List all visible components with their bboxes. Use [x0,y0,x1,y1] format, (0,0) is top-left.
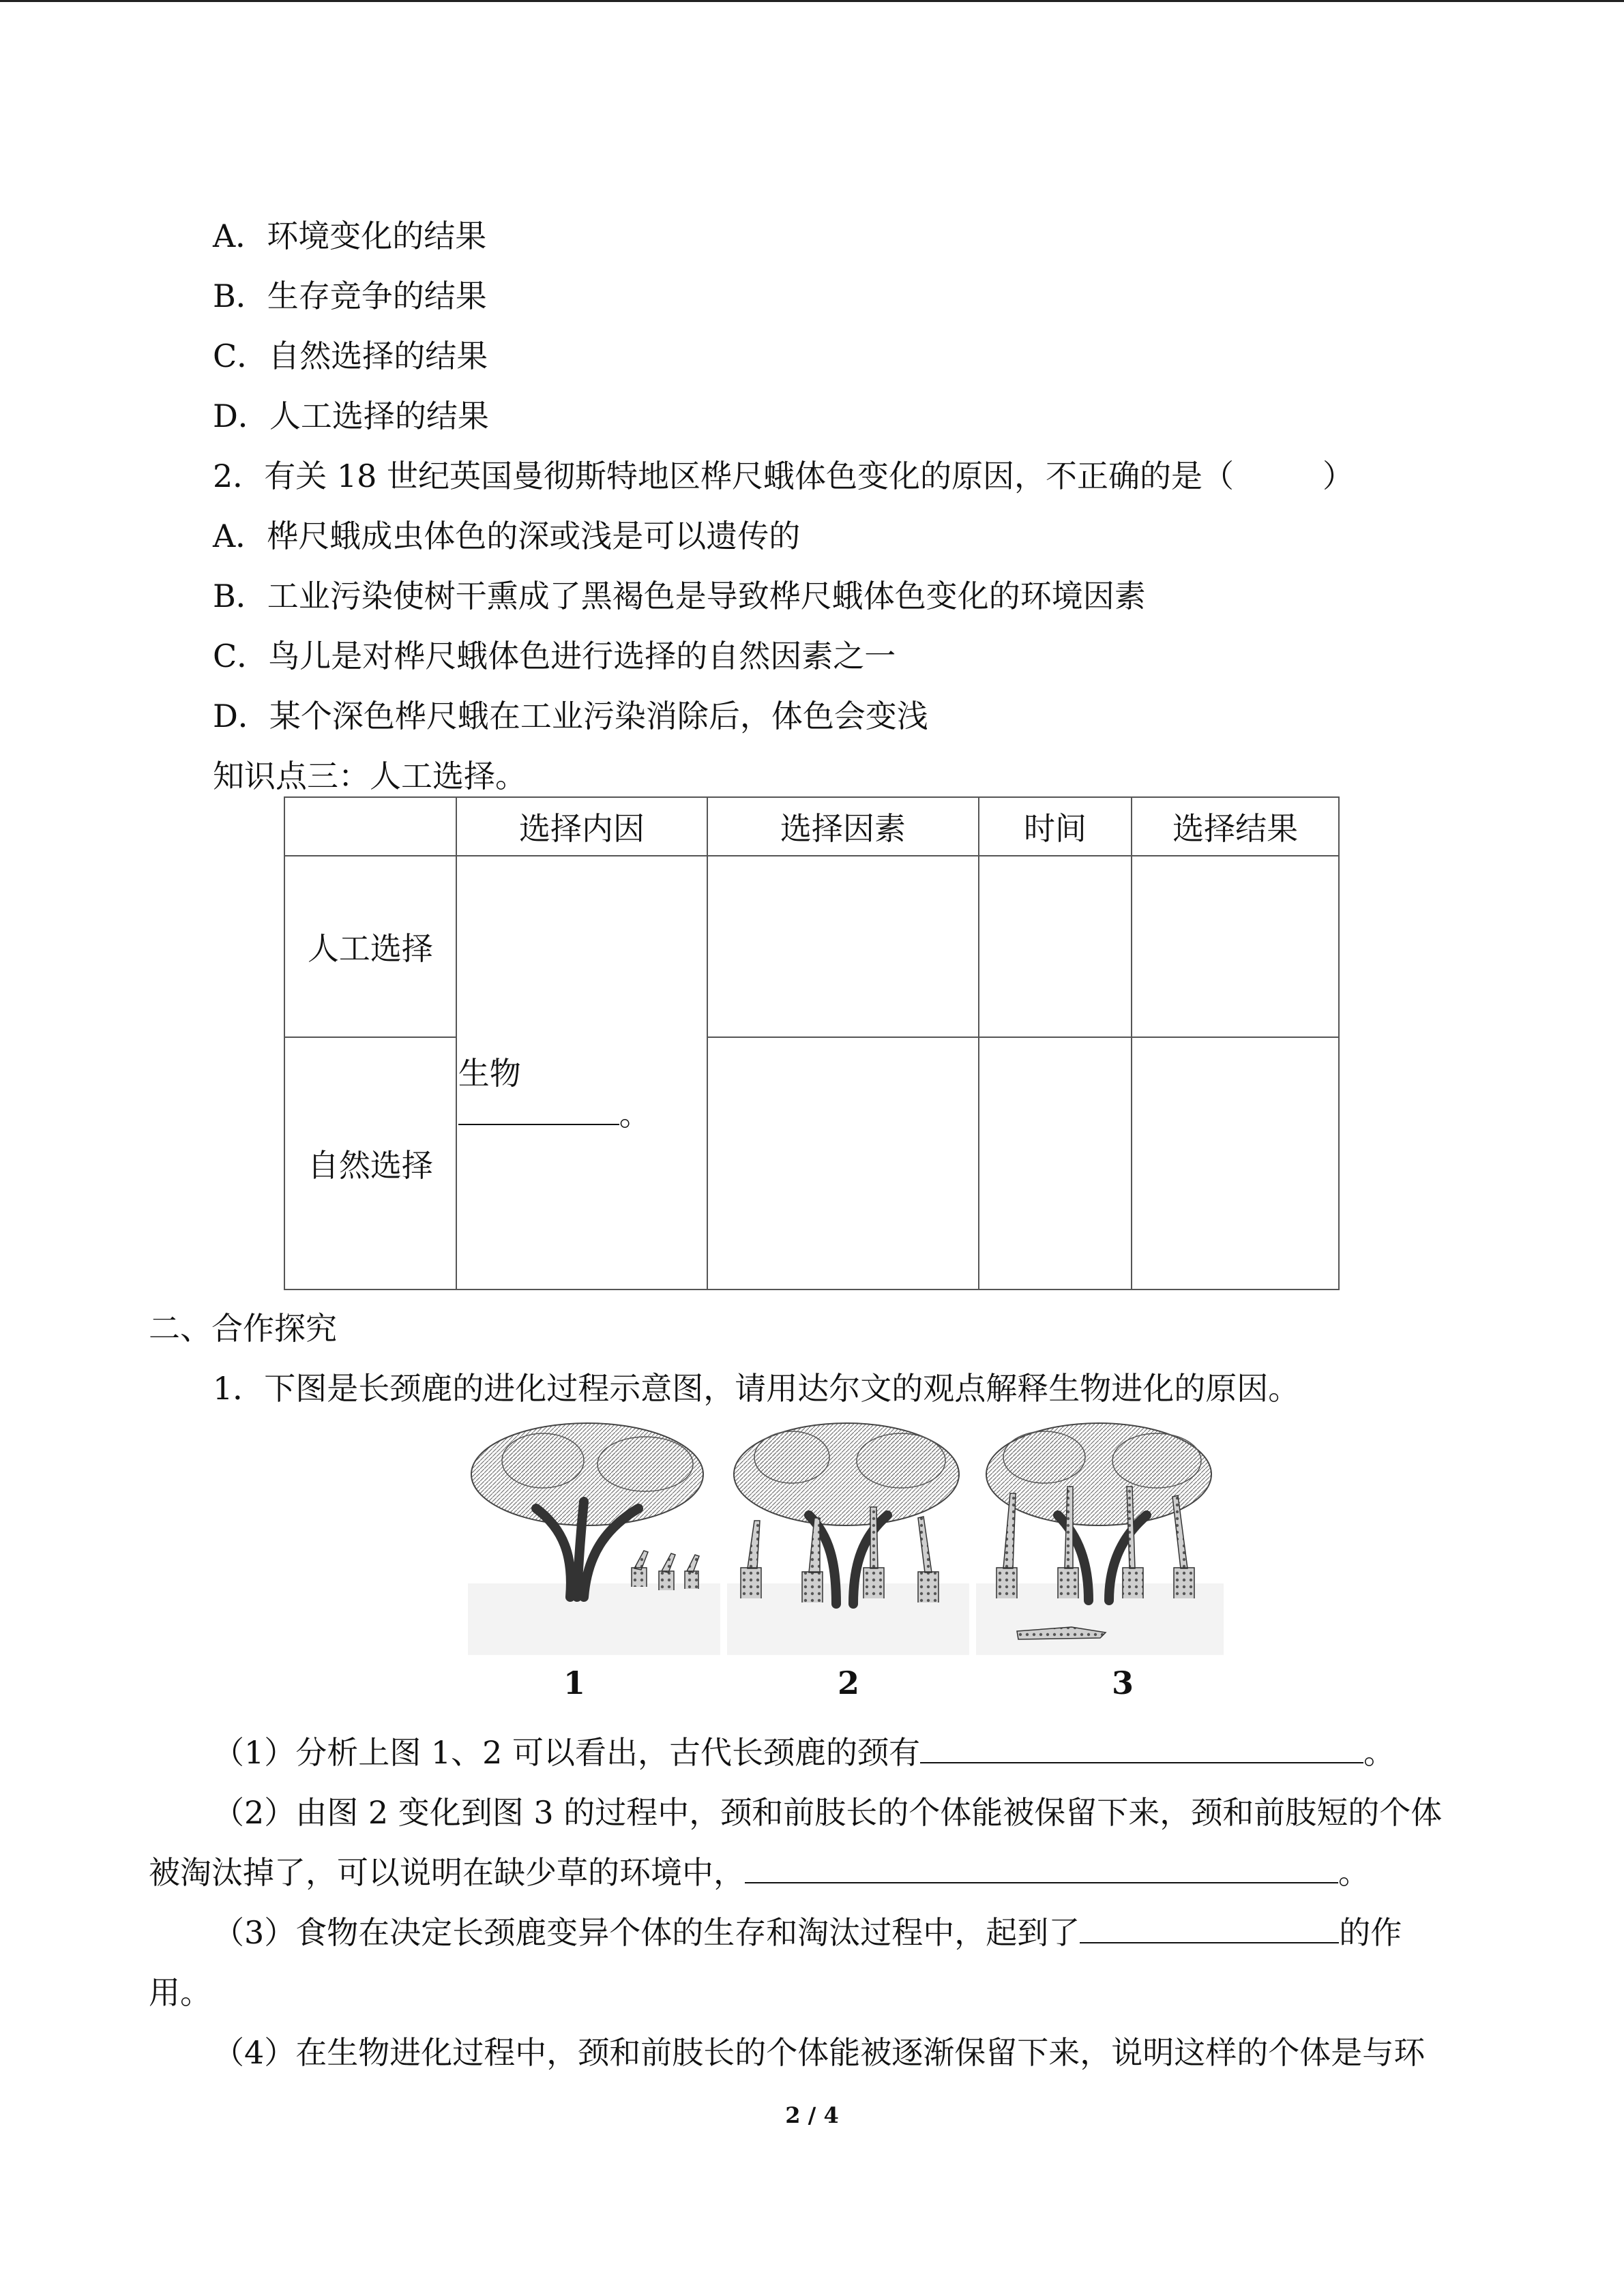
q1-option-b: B．生存竞争的结果 [213,278,487,314]
figure-label-2: 2 [838,1665,860,1701]
panel-3-illustration [976,1423,1224,1655]
panel-1-illustration [468,1423,720,1655]
sub-question-3-end: 的作 [1339,1914,1402,1951]
q1-option-a: A．环境变化的结果 [213,218,487,254]
short-neck-giraffes [632,1551,699,1590]
table-header-time: 时间 [979,797,1132,856]
row-label-natural: 自然选择 [284,1037,456,1289]
sub-question-3-line-1 [213,1912,1402,1953]
natural-factor-cell[interactable] [707,1037,978,1289]
table-header-result: 选择结果 [1132,797,1339,856]
q2-option-c: C．鸟儿是对桦尺蛾体色进行选择的自然因素之一 [213,638,896,674]
sub-question-2-line-1: （2）由图 2 变化到图 3 的过程中，颈和前肢长的个体能被保留下来，颈和前肢短的个体 [213,1794,1443,1831]
knowledge-point-heading: 知识点三：人工选择。 [213,758,527,794]
table-header-cause: 选择内因 [456,797,708,856]
inquiry-intro: 1．下图是长颈鹿的进化过程示意图，请用达尔文的观点解释生物进化的原因。 [213,1370,1300,1407]
q2-option-a: A．桦尺蛾成虫体色的深或浅是可以遗传的 [213,518,801,554]
table-header-blank [284,797,456,856]
shared-cause-blank[interactable] [458,1094,619,1125]
q2-option-b: B．工业污染使树干熏成了黑褐色是导致桦尺蛾体色变化的环境因素 [213,578,1146,614]
page-top-border [0,0,1624,2]
q2-stem [213,456,1354,496]
shared-cause-cell [456,856,708,1289]
q2-stem-text: 2．有关 18 世纪英国曼彻斯特地区桦尺蛾体色变化的原因，不正确的是（ [213,458,1235,494]
sub-question-1-blank[interactable] [920,1732,1363,1763]
sub-question-2-blank[interactable] [745,1852,1338,1883]
page-number: 2 / 4 [785,2102,839,2128]
shared-cause-prefix: 生物 [458,1055,521,1092]
sub-question-3-line-2: 用。 [149,1974,211,2011]
section-title: 二、合作探究 [149,1310,337,1347]
natural-result-cell[interactable] [1132,1037,1339,1289]
sub-question-4-line-1: （4）在生物进化过程中，颈和前肢长的个体能被逐渐保留下来，说明这样的个体是与环 [213,2034,1426,2071]
q2-stem-close: ） [1323,458,1355,494]
figure-label-3: 3 [1112,1665,1134,1701]
table-row [284,1037,1339,1289]
sub-question-3-text: （3）食物在决定长颈鹿变异个体的生存和淘汰过程中，起到了 [213,1914,1080,1951]
sub-question-2-text: 被淘汰掉了，可以说明在缺少草的环境中， [149,1854,745,1891]
q1-option-c: C．自然选择的结果 [213,338,488,374]
sub-question-1 [213,1732,1395,1773]
q1-option-d: D．人工选择的结果 [213,398,489,434]
sub-question-1-text: （1）分析上图 1、2 可以看出，古代长颈鹿的颈有 [213,1734,921,1771]
sub-question-3-blank[interactable] [1080,1912,1339,1943]
artificial-result-cell[interactable] [1132,856,1339,1037]
shared-cause-text [458,1053,651,1135]
q2-option-d: D．某个深色桦尺蛾在工业污染消除后，体色会变浅 [213,698,928,734]
natural-time-cell[interactable] [979,1037,1132,1289]
table-header-row [284,797,1339,856]
selection-comparison-table [284,796,1340,1290]
giraffe-evolution-figure [468,1420,1224,1655]
sub-question-2-end: 。 [1338,1854,1370,1891]
shared-cause-suffix: 。 [619,1096,651,1133]
artificial-time-cell[interactable] [979,856,1132,1037]
sub-question-1-end: 。 [1363,1734,1396,1771]
artificial-factor-cell[interactable] [707,856,978,1037]
row-label-artificial: 人工选择 [284,856,456,1037]
table-row [284,856,1339,1037]
figure-label-1: 1 [563,1665,586,1701]
panel-2-illustration [727,1423,969,1655]
sub-question-2-line-2 [149,1852,1370,1893]
table-header-factor: 选择因素 [707,797,978,856]
